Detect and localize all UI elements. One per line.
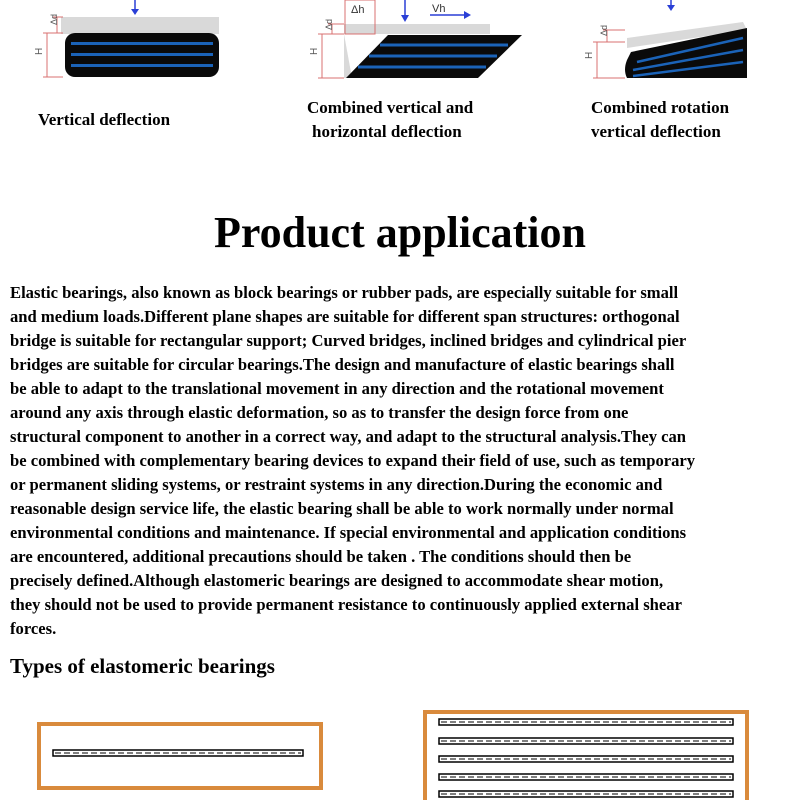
load-arrowhead [131,9,139,15]
bearing-type-single-layer [37,722,323,790]
vh-label: Vh [432,3,446,15]
top-plate [61,17,219,34]
delta-h-label: Δh [351,4,365,16]
delta-label: Δd [599,24,609,36]
delta-label: Δd [324,18,334,30]
rotation-deflection-diagram [575,0,775,95]
bearing-type-multi-layer [423,710,749,800]
caption-combined-rotation [591,96,729,144]
steel-layer [71,53,213,56]
figure-vertical-deflection [25,0,225,95]
height-label: H [34,47,45,55]
caption-line: Combined rotation [591,98,730,117]
steel-plates [439,719,733,797]
caption-vertical-deflection [38,108,170,132]
delta-label: Δd [49,13,59,25]
side-plate [344,34,352,78]
multi-layer-diagram [423,710,749,800]
caption-line: Vertical deflection [38,110,171,129]
steel-layer [71,42,213,45]
load-arrowhead [401,15,409,22]
caption-combined-vertical-horizontal [307,96,473,144]
load-arrowhead [667,5,675,11]
steel-layer [71,64,213,67]
horizontal-arrowhead [464,11,471,19]
top-plate [344,24,490,34]
figure-combined-vertical-horizontal [300,0,530,95]
height-label: H [309,47,320,55]
types-heading: Types of elastomeric bearings [10,654,275,678]
single-layer-diagram [37,722,323,790]
caption-line: vertical deflection [591,122,721,141]
body-paragraph: Elastic bearings, also known as block bearings or rubber pads, are especially suitable for small and medium loads.Different plane shapes are suitable for different span structures: orthogonal bridge is suitable for rectangular support; Curved bridges, inclined bridges and cylindrical pier bridges are suitable for circular bearings.The design and manufacture of elastic bearings shall be able to adapt to the translational movement in any direction and the rotational movement around any axis through elastic deformation, so as to transfer the design force from one structural component to another in a correct way, and adapt to the structural analysis.They can be combined with complementary bearing devices to expand their field of use, such as temporary or permanent sliding systems, or restraint systems in any direction.During the economic and reasonable design service life, the elastic bearing shall be able to work normally under normal environmental conditions and maintenance. If special environmental and application conditions are encountered, additional precautions should be taken . The conditions should then be precisely defined.Although elastomeric bearings are designed to accommodate shear motion, they should not be used to provide permanent resistance to continuously applied external shear forces. [10,283,696,638]
vertical-deflection-diagram [25,0,225,95]
figure-combined-rotation [575,0,775,95]
height-label: H [584,51,595,59]
caption-line: Combined vertical and [307,98,474,117]
section-title: Product application [213,208,586,257]
caption-line: horizontal deflection [312,122,462,141]
combined-deflection-diagram [300,0,530,95]
